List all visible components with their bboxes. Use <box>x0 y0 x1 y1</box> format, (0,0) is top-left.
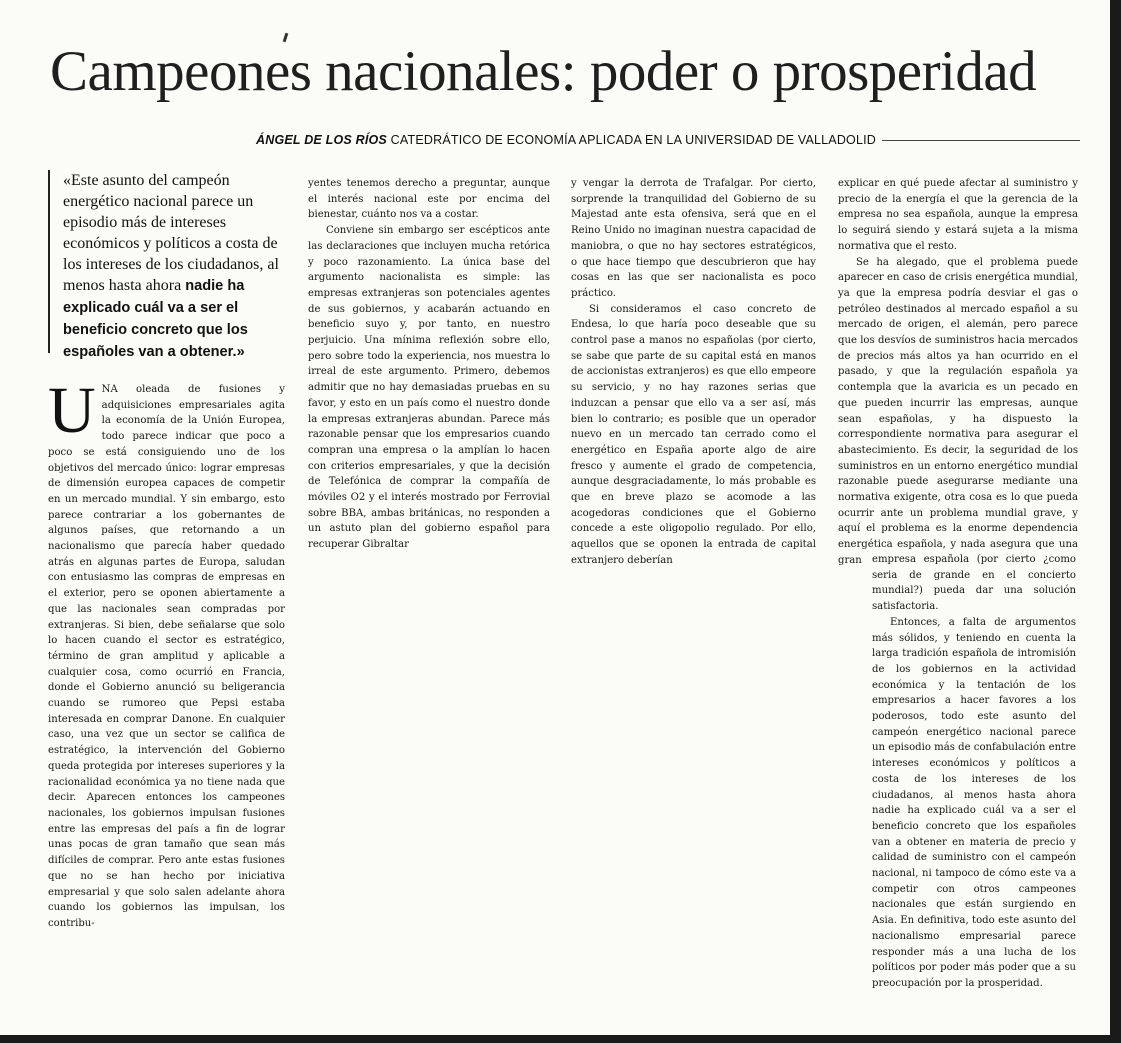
paragraph: Conviene sin embargo ser escépticos ante las declaraciones que incluyen mucha retórica y poco razonamiento. La única base del argumento nacionalista es simple: las empresas extranjeras son potenciales agentes de sus gobiernos, y acabarán actuando en beneficio suyo y, por tanto, en nuestro perjuicio. Una mínima reflexión sobre ello, pero sobre todo la experiencia, nos muestra lo irreal de este argumento. Primero, debemos admitir que no hay demasiadas pruebas en su favor, y esto en un país como el nuestro donde la empresas extranjeras abundan. Parece más razonable pensar que los empresarios cuando compran una empresa o la amplían lo hacen con criterios empresariales, y que la decisión de Telefónica de comprar la compañía de móviles O2 y el interés mostrado por Ferrovial sobre BBA, ambas británicas, no responden a un astuto plan del gobierno español para recuperar Gibraltar <box>308 225 550 551</box>
author-name: ÁNGEL DE LOS RÍOS <box>256 133 387 147</box>
headline: Campeones nacionales: poder o prosperidad <box>50 40 1037 103</box>
pull-quote-text: «Este asunto del campeón energético nacional parece un episodio más de intereses económicos y políticos a costa de los intereses de los ciudadanos, al menos hasta ahora <box>63 172 279 294</box>
column-4-top <box>838 176 1078 569</box>
column-1 <box>48 374 285 932</box>
paragraph: NA oleada de fusiones y adquisiciones empresariales agita la economía de la Unión Europea, todo parece indicar que poco a poco se está consiguiendo uno de los objetivos del mercado único: lograr empresas de dimensión europea capaces de competir en un mercado mundial. Y sin embargo, esto parece contrariar a los gobernantes de algunos países, que retornando a un nacionalismo que parecía haber quedado atrás en algunas partes de Europa, saludan con entusiasmo las compras de empresas en el exterior, pero se oponen abiertamente a que las nacionales sean compradas por extranjeras. Si bien, debe señalarse que solo lo hacen cuando el sector es estratégico, término de gran amplitud y aplicable a cualquier cosa, como ocurrió en Francia, donde el Gobierno anunció su beligerancia cuando se rumoreo que Pepsi estaba interesada en comprar Danone. En cualquier caso, una vez que un sector se califica de estratégico, la intervención del Gobierno queda protegida por intereses superiores y la racionalidad económica ya no tiene nada que decir. Aparecen entonces los campeones nacionales, los gobiernos impulsan fusiones entre las empresas del país a fin de lograr unas pocas de gran tamaño que sean más difíciles de comprar. Pero ante estas fusiones que no se han hecho por iniciativa empresarial y que solo salen adelante ahora cuando los gobiernos las impulsan, los contribu- <box>48 384 285 929</box>
paragraph: explicar en qué puede afectar al suministro y precio de la energía el que la gerencia de la empresa no sea española, aunque la empresa lo seguirá siendo y estará sujeta a la misma normativa que el resto. <box>838 178 1078 252</box>
paragraph: Si consideramos el caso concreto de Endesa, lo que haría poco deseable que su control pase a manos no españolas (por cierto, se sabe que parte de su capital está en manos de accionistas extranjeros) es que ello empeore su servicio, y no hay razones serias que induzcan a pensar que ello va a ser así, más bien lo contrario; es posible que un operador nuevo en un mercado tan cerrado como el energético en España aporte algo de aire fresco y aumente el grado de competencia, aunque desgraciadamente, lo más probable es que en breve plazo se acomode a las acogedoras condiciones que el Gobierno concede a este oligopolio regulado. Por ello, aquellos que se oponen la entrada de capital extranjero deberían <box>571 303 816 566</box>
paragraph: y vengar la derrota de Trafalgar. Por cierto, sorprende la tranquilidad del Gobierno de su Majestad ante esta ofensiva, será que en el Reino Unido no imaginan nuestra capacidad de maniobra, o que no hay sectores estratégicos, o que hace tiempo que descubrieron que hay cosas en las que ser nacionalista es poco práctico. <box>571 178 816 299</box>
pull-quote <box>48 170 291 360</box>
paragraph: Entonces, a falta de argumentos más sólidos, y teniendo en cuenta la larga tradición española de intromisión de los gobiernos en la actividad económica y la tentación de los empresarios a hacer favores a los poderosos, todo este asunto del campeón energético nacional parece un episodio más de confabulación entre intereses económicos y políticos a costa de los intereses de los ciudadanos, al menos hasta ahora nadie ha explicado cuál va a ser el beneficio concreto que los españoles van a obtener en materia de precio y calidad de suministro con el campeón nacional, ni tampoco de cómo este va a competir con otros campeones nacionales que están surgiendo en Asia. En definitiva, todo este asunto del nacionalismo empresarial parece responder más a una lucha de los políticos por poder más poder que a su preocupación por la prosperidad. <box>872 616 1076 989</box>
author-title: CATEDRÁTICO DE ECONOMÍA APLICADA EN LA UNIVERSIDAD DE VALLADOLID <box>390 133 877 147</box>
paragraph: Se ha alegado, que el problema puede aparecer en caso de crisis energética mundial, ya que la empresa podría desviar el gas o petróleo destinados al mercado español a su mercado de origen, el alemán, pero parece que los desvíos de suministros hacia mercados de precios más altos ya han ocurrido en el pasado, y que la regulación española ya contempla que la avaricia es un pecado en que pueden incurrir las empresas, aunque sean españolas, y ha dispuesto la correspondiente normativa para asegurar el abastecimiento. Es decir, la seguridad de los suministros en un entorno energético mundial razonable puede asegurarse mediante una normativa exigente, otra cosa es lo que pueda ocurrir ante un problema mundial grave, y aquí el problema es la enorme dependencia energética española, y nada asegura que una gran <box>838 256 1078 566</box>
scan-border-right <box>1110 0 1121 1043</box>
column-4-bottom <box>872 552 1076 992</box>
byline-rule-right <box>882 140 1080 141</box>
paragraph: yentes tenemos derecho a preguntar, aunque el interés nacional este por encima del bienestar, cuánto nos va a costar. <box>308 178 550 221</box>
byline <box>256 133 876 147</box>
paragraph: empresa española (por cierto ¿como seria de grande en el concierto mundial?) pueda dar una solución satisfactoria. <box>872 554 1076 613</box>
scan-border-bottom <box>0 1035 1121 1043</box>
column-3 <box>571 176 816 569</box>
column-2 <box>308 176 550 553</box>
pull-quote-highlight: nadie ha explicado cuál va a ser el beneficio concreto que los españoles van a obtener.» <box>63 278 248 360</box>
drop-cap: U <box>48 374 96 447</box>
